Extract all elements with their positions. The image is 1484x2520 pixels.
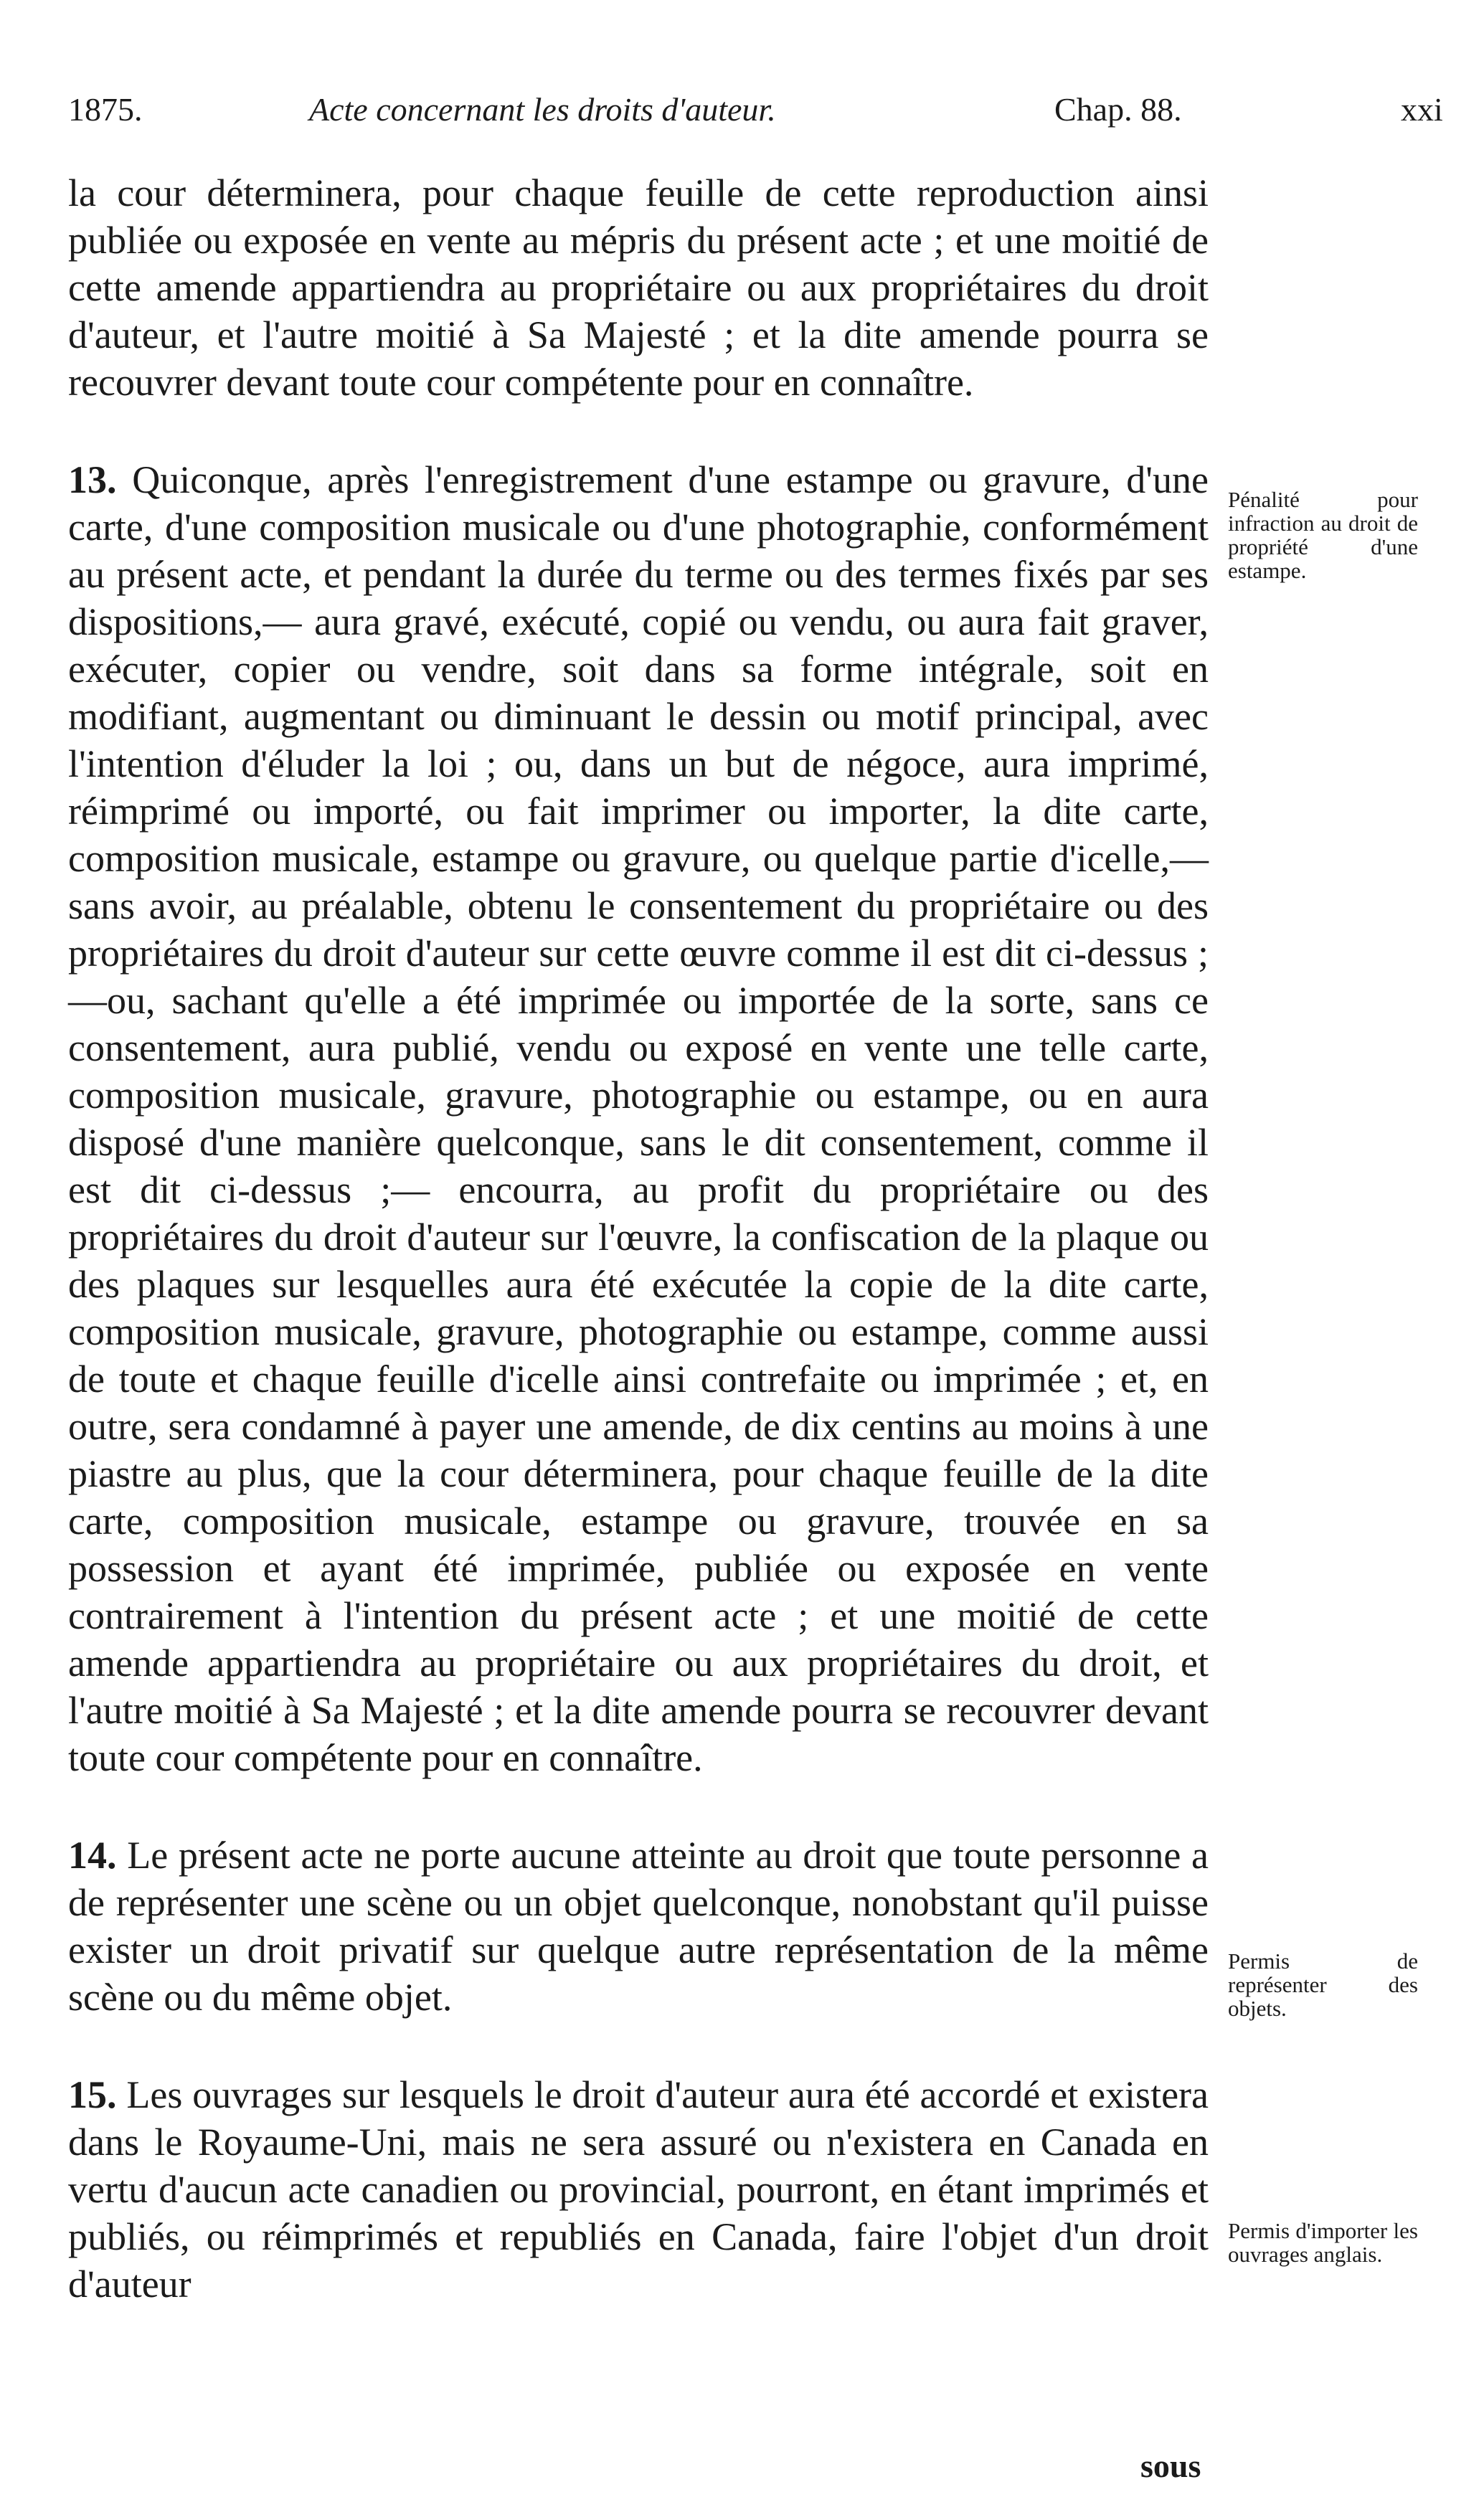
section-14: [68, 1832, 1209, 2021]
section-14-number: 14.: [68, 1834, 117, 1877]
running-header: [68, 90, 1443, 148]
catchword: sous: [1140, 2448, 1201, 2484]
section-14-text: Le présent acte ne porte aucune atteinte au droit que toute personne a de représenter une scène ou un objet quelconque, nonobstant qu'il puisse exister un droit privatif sur quelque autre représentation de la même scène ou du même objet.: [68, 1834, 1209, 2019]
section-13-text: Quiconque, après l'enregistrement d'une estampe ou gravure, d'une carte, d'une composition musicale ou d'une photographie, conformément au présent acte, et pendant la durée du terme ou des termes fixés par ses dispositions,— aura gravé, exécuté, copié ou vendu, ou aura fait graver, exécuter, copier ou vendre, soit dans sa forme intégrale, soit en modifiant, augmentant ou diminuant le dessin ou motif principal, avec l'intention d'éluder la loi ; ou, dans un but de négoce, aura imprimé, réimprimé ou importé, ou fait imprimer ou importer, la dite carte, composition musicale, estampe ou gravure, ou quelque partie d'icelle,—sans avoir, au préalable, obtenu le consentement du propriétaire ou des propriétaires du droit d'auteur sur cette œuvre comme il est dit ci-dessus ;—ou, sachant qu'elle a été imprimée ou importée de la sorte, sans ce consentement, aura publié, vendu ou exposé en vente une telle carte, composition musicale, gravure, photographie ou estampe, ou en aura disposé d'une manière quelconque, sans le dit consentement, comme il est dit ci-dessus ;— encourra, au profit du propriétaire ou des propriétaires du droit d'auteur sur l'œuvre, la confiscation de la plaque ou des plaques sur lesquelles aura été exécutée la copie de la dite carte, composition musicale, gravure, photographie ou estampe, comme aussi de toute et chaque feuille d'icelle ainsi contrefaite ou imprimée ; et, en outre, sera condamné à payer une amende, de dix centins au moins à une piastre au plus, que la cour déterminera, pour chaque feuille de la dite carte, composition musicale, estampe ou gravure, trouvée en sa possession et ayant été imprimée, publiée ou exposée en vente contrairement à l'intention du présent acte ; et une moitié de cette amende appartiendra au propriétaire ou aux propriétaires du droit, et l'autre moitié à Sa Majesté ; et la dite amende pourra se recouvrer devant toute cour compétente pour en connaître.: [68, 458, 1209, 1779]
section-13: [68, 456, 1209, 1781]
header-title: Acte concernant les droits d'auteur.: [309, 91, 776, 128]
margin-note-13: Pénalité pour infraction au droit de propriété d'une estampe.: [1228, 487, 1418, 583]
header-year: 1875.: [68, 91, 143, 128]
section-15-number: 15.: [68, 2073, 117, 2116]
margin-note-15: Permis d'importer les ouvrages anglais.: [1228, 2218, 1418, 2267]
section-13-number: 13.: [68, 458, 117, 501]
continuation-paragraph: la cour déterminera, pour chaque feuille de cette reproduction ainsi publiée ou exposée en vente au mépris du présent acte ; et une moitié de cette amende appartiendra au propriétaire ou aux propriétaires du droit d'auteur, et l'autre moitié à Sa Majesté ; et la dite amende pourra se recouvrer devant toute cour compétente pour en connaître.: [68, 171, 1209, 404]
section-15-text: Les ouvrages sur lesquels le droit d'auteur aura été accordé et existera dans le Royaume-Uni, mais ne sera assuré ou n'existera en Canada en vertu d'aucun acte canadien ou provincial, pourront, en étant imprimés et publiés, ou réimprimés et republiés en Canada, faire l'objet d'un droit d'auteur: [68, 2073, 1209, 2306]
page-number: xxi: [1401, 91, 1443, 128]
margin-note-14: Permis de représenter des objets.: [1228, 1948, 1418, 2021]
body-text: [68, 169, 1209, 2308]
header-chapter: Chap. 88.: [1054, 91, 1182, 128]
section-15: [68, 2071, 1209, 2308]
